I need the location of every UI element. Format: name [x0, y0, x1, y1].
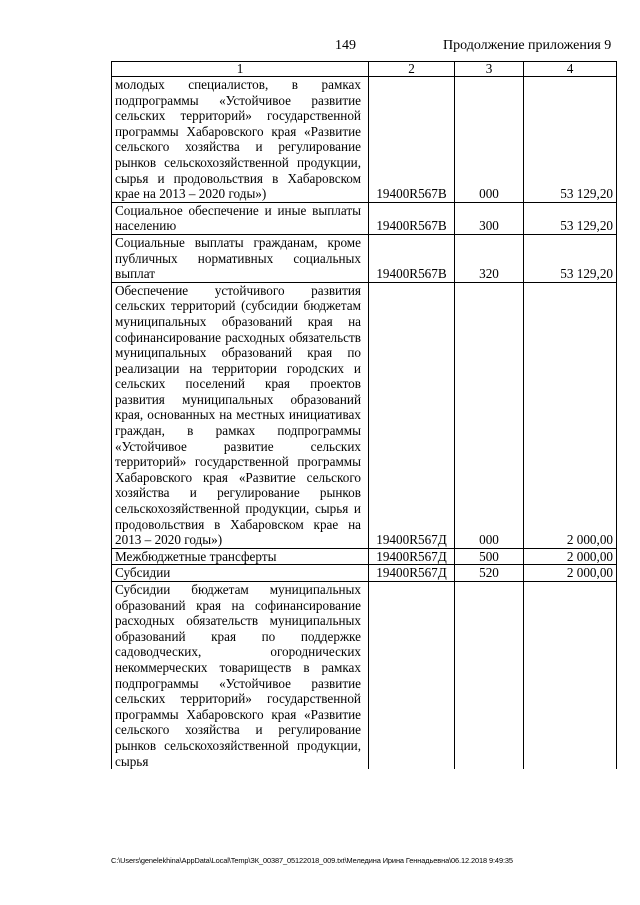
row-type	[455, 582, 524, 770]
continuation-caption: Продолжение приложения 9	[443, 38, 612, 53]
row-name: Субсидии бюджетам муниципальных образований края на софинансирование расходных обязательств муниципальных образований края по поддержке садоводческих, огороднических некоммерческих товариществ в рамках подпрограммы «Устойчивое развитие сельских территорий» государственной программы Хабаровского края «Развитие сельского хозяйства и регулирование рынков сельскохозяйственной продукции, сырья	[112, 582, 369, 770]
row-code	[369, 582, 455, 770]
column-header-4: 4	[524, 62, 617, 77]
row-amount: 2 000,00	[524, 282, 617, 548]
column-header-3: 3	[455, 62, 524, 77]
row-name: Обеспечение устойчивого развития сельских территорий (субсидии бюджетам муниципальных образований края на софинансирование расходных обязательств муниципальных образований края по реализации на территории городских и сельских поселений края проектов развития муниципальных образований края, основанных на местных инициативах граждан, в рамках подпрограммы «Устойчивое развитие сельских территорий» государственной программы Хабаровского края «Развитие сельского хозяйства и регулирование рынков сельскохозяйственной продукции, сырья и продовольствия в Хабаровском крае на 2013 – 2020 годы»)	[112, 282, 369, 548]
row-name: Субсидии	[112, 565, 369, 582]
row-amount: 53 129,20	[524, 234, 617, 282]
row-name: Межбюджетные трансферты	[112, 548, 369, 565]
table-row	[112, 202, 617, 234]
row-code: 19400R567Д	[369, 565, 455, 582]
table-row	[112, 582, 617, 770]
table-row	[112, 282, 617, 548]
row-type: 300	[455, 202, 524, 234]
column-header-2: 2	[369, 62, 455, 77]
table-row	[112, 548, 617, 565]
page-number: 149	[335, 38, 356, 53]
row-amount	[524, 582, 617, 770]
row-code: 19400R567В	[369, 202, 455, 234]
row-name: молодых специалистов, в рамках подпрограммы «Устойчивое развитие сельских территорий» государственной программы Хабаровского края «Развитие сельского хозяйства и регулирование рынков сельскохозяйственной продукции, сырья и продовольствия в Хабаровском крае на 2013 – 2020 годы»)	[112, 77, 369, 203]
table-row	[112, 565, 617, 582]
row-name: Социальное обеспечение и иные выплаты населению	[112, 202, 369, 234]
row-code: 19400R567Д	[369, 548, 455, 565]
row-code: 19400R567В	[369, 234, 455, 282]
row-amount: 53 129,20	[524, 77, 617, 203]
row-type: 000	[455, 77, 524, 203]
row-type: 000	[455, 282, 524, 548]
row-code: 19400R567Д	[369, 282, 455, 548]
row-type: 520	[455, 565, 524, 582]
row-amount: 53 129,20	[524, 202, 617, 234]
row-type: 500	[455, 548, 524, 565]
budget-table	[111, 61, 617, 769]
row-amount: 2 000,00	[524, 565, 617, 582]
file-path-footer: C:\Users\genelekhina\AppData\Local\Temp\ЗК_00387_05122018_009.txt\Меледина Ирина Геннадьевна\06.12.2018 9:49:35	[111, 856, 513, 865]
row-amount: 2 000,00	[524, 548, 617, 565]
table-row	[112, 77, 617, 203]
table-header-row	[112, 62, 617, 77]
row-code: 19400R567В	[369, 77, 455, 203]
row-type: 320	[455, 234, 524, 282]
table-row	[112, 234, 617, 282]
row-name: Социальные выплаты гражданам, кроме публичных нормативных социальных выплат	[112, 234, 369, 282]
column-header-1: 1	[112, 62, 369, 77]
